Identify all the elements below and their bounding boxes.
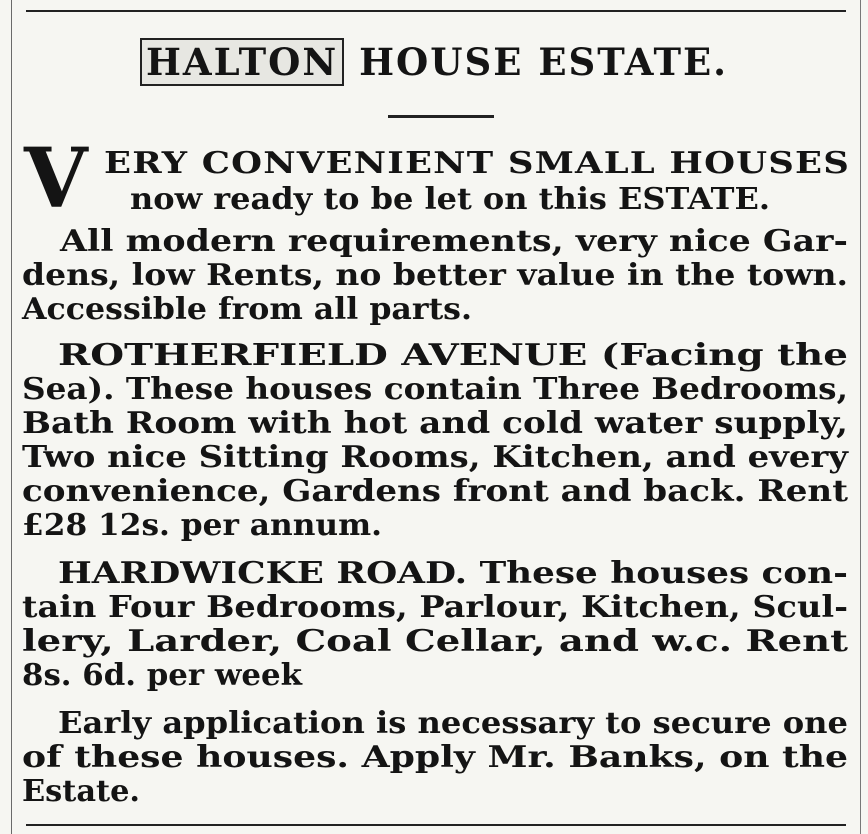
para4-line-2: of these houses. Apply Mr. Banks, on the [22, 740, 849, 775]
right-border [860, 0, 861, 834]
top-rule [26, 10, 846, 12]
headline-rest: HOUSE ESTATE. [344, 40, 729, 84]
intro-line-2: now ready to be let on this ESTATE. [130, 182, 770, 217]
para3-line-2: tain Four Bedrooms, Parlour, Kitchen, Scul- [22, 590, 849, 625]
ad-headline [0, 38, 868, 86]
para3-line-4: 8s. 6d. per week [22, 658, 302, 693]
intro-line-1: ERY CONVENIENT SMALL HOUSES [104, 146, 850, 181]
left-border [11, 0, 12, 834]
para3-line-3: lery, Larder, Coal Cellar, and w.c. Rent [22, 624, 848, 659]
para2-line-4: Two nice Sitting Rooms, Kitchen, and every [22, 440, 848, 475]
para2-line-6: £28 12s. per annum. [22, 508, 383, 543]
title-divider [388, 115, 494, 118]
para2-line-1: ROTHERFIELD AVENUE (Facing the [58, 338, 848, 373]
para1-line-2: dens, low Rents, no better value in the town. [22, 258, 849, 293]
headline-boxed-word: HALTON [140, 38, 344, 86]
para2-line-5: convenience, Gardens front and back. Rent [22, 474, 848, 509]
drop-cap: V [24, 131, 88, 227]
para2-line-2: Sea). These houses contain Three Bedrooms, [22, 372, 848, 407]
para1-line-1: All modern requirements, very nice Gar- [60, 224, 848, 259]
para4-line-3: Estate. [22, 774, 141, 809]
para2-line-3: Bath Room with hot and cold water supply, [22, 406, 849, 441]
para4-line-1: Early application is necessary to secure one [58, 706, 849, 741]
para1-line-3: Accessible from all parts. [22, 292, 472, 327]
para3-line-1: HARDWICKE ROAD. These houses con- [58, 556, 848, 591]
bottom-rule [26, 824, 846, 826]
